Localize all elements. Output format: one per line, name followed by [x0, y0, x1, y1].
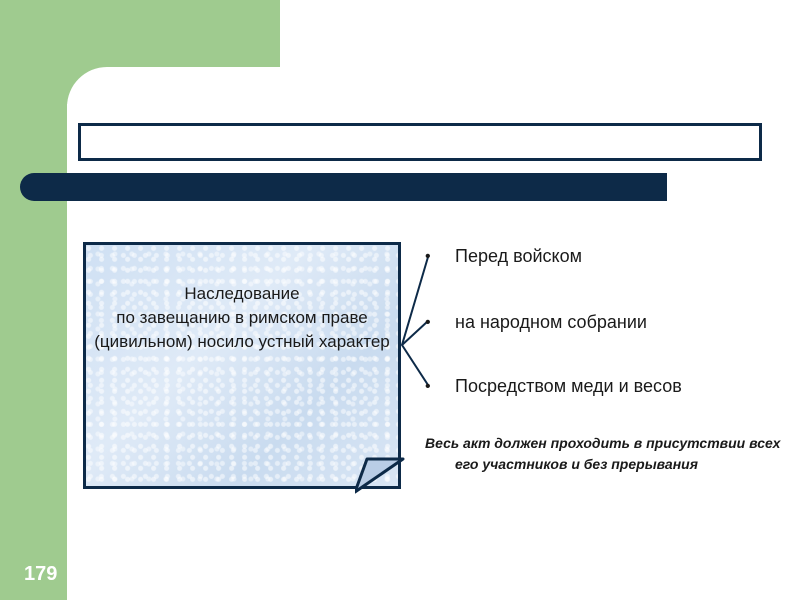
bullet-item [425, 376, 682, 397]
note-fold-corner [355, 456, 407, 496]
bullet-label: Посредством меди и весов [455, 376, 682, 396]
bullet-icon: • [425, 247, 431, 265]
note-body: по завещанию в римском праве (цивильном) носило устный характер [94, 308, 390, 351]
title-box [78, 123, 762, 161]
bullet-label: Перед войском [455, 246, 582, 266]
green-side-band [0, 0, 67, 600]
bullet-item [425, 246, 582, 267]
bullet-label: на народном собрании [455, 312, 647, 332]
page-number: 179 [24, 563, 58, 585]
bullet-item [425, 312, 647, 333]
note-card [83, 242, 401, 489]
italic-note: Весь акт должен проходить в присутствии всех его участников и без прерывания [425, 435, 781, 472]
header-bar [20, 173, 667, 201]
note-heading: Наследование [184, 284, 300, 303]
note-text [94, 282, 390, 354]
bullet-icon: • [425, 313, 431, 331]
bullet-icon: • [425, 377, 431, 395]
